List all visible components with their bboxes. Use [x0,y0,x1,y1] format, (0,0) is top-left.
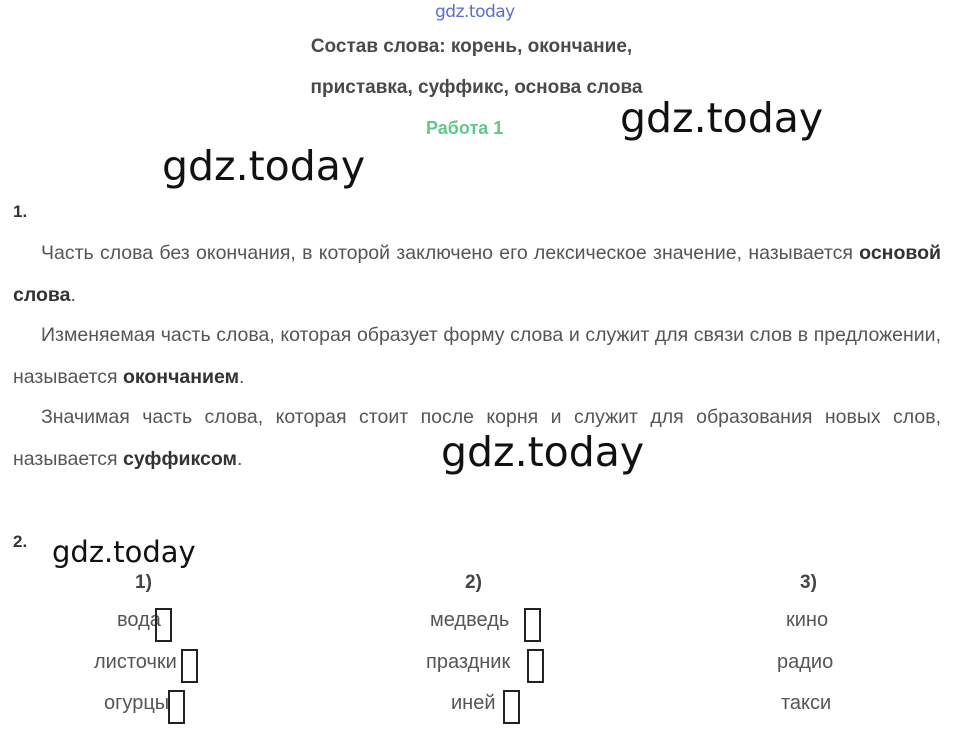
word-item [777,651,833,674]
watermark: gdz.today [441,428,645,476]
word-item [786,609,828,632]
watermark: gdz.today [162,142,366,190]
paragraph-bold: основой слова [13,242,941,306]
word-text: радио [777,651,834,673]
paragraph-2 [13,314,941,398]
paragraph-1 [13,232,941,316]
watermark-small: gdz.today [435,2,515,22]
word-text: вода [117,609,161,631]
task-number: 1. [13,202,28,221]
ending-box [524,608,541,642]
paragraph-end: . [70,284,76,306]
word-item [104,692,169,715]
column-header: 2) [465,572,482,593]
paragraph-bold: суффиксом [122,448,237,470]
subtitle: Работа 1 [426,118,504,138]
ending-box [181,649,198,683]
word-text: медведь [430,609,510,631]
page-title-line2: приставка, суффикс, основа слова [310,77,643,98]
ending-box [155,608,172,642]
word-text: кино [786,609,829,631]
word-item [451,692,496,715]
word-text: огурцы [104,692,170,714]
word-item [430,609,509,632]
paragraph-bold: окончанием [122,366,240,388]
column-header: 3) [800,572,817,593]
paragraph-text: Значимая часть слова, которая стоит после корня и служит для образования новых слов, называется [13,406,941,470]
page-title-line1: Состав слова: корень, окончание, [310,36,633,57]
ending-box [527,649,544,683]
paragraph-end: . [239,366,245,388]
word-item [781,692,831,715]
task-number: 2. [13,532,28,551]
watermark: gdz.today [52,535,196,569]
word-text: такси [781,692,832,714]
watermark: gdz.today [620,94,824,142]
paragraph-text: Часть слова без окончания, в которой заключено его лексическое значение, называется [41,242,860,264]
paragraph-end: . [236,448,243,470]
ending-box [168,690,185,724]
word-item [94,651,177,674]
column-header: 1) [135,572,152,593]
ending-box [503,690,520,724]
word-text: иней [451,692,496,714]
word-text: листочки [94,651,177,673]
paragraph-text: Изменяемая часть слова, которая образует форму слова и служит для связи слов в предложении, называется [13,324,941,388]
word-text: праздник [426,651,511,673]
word-item [426,651,510,674]
